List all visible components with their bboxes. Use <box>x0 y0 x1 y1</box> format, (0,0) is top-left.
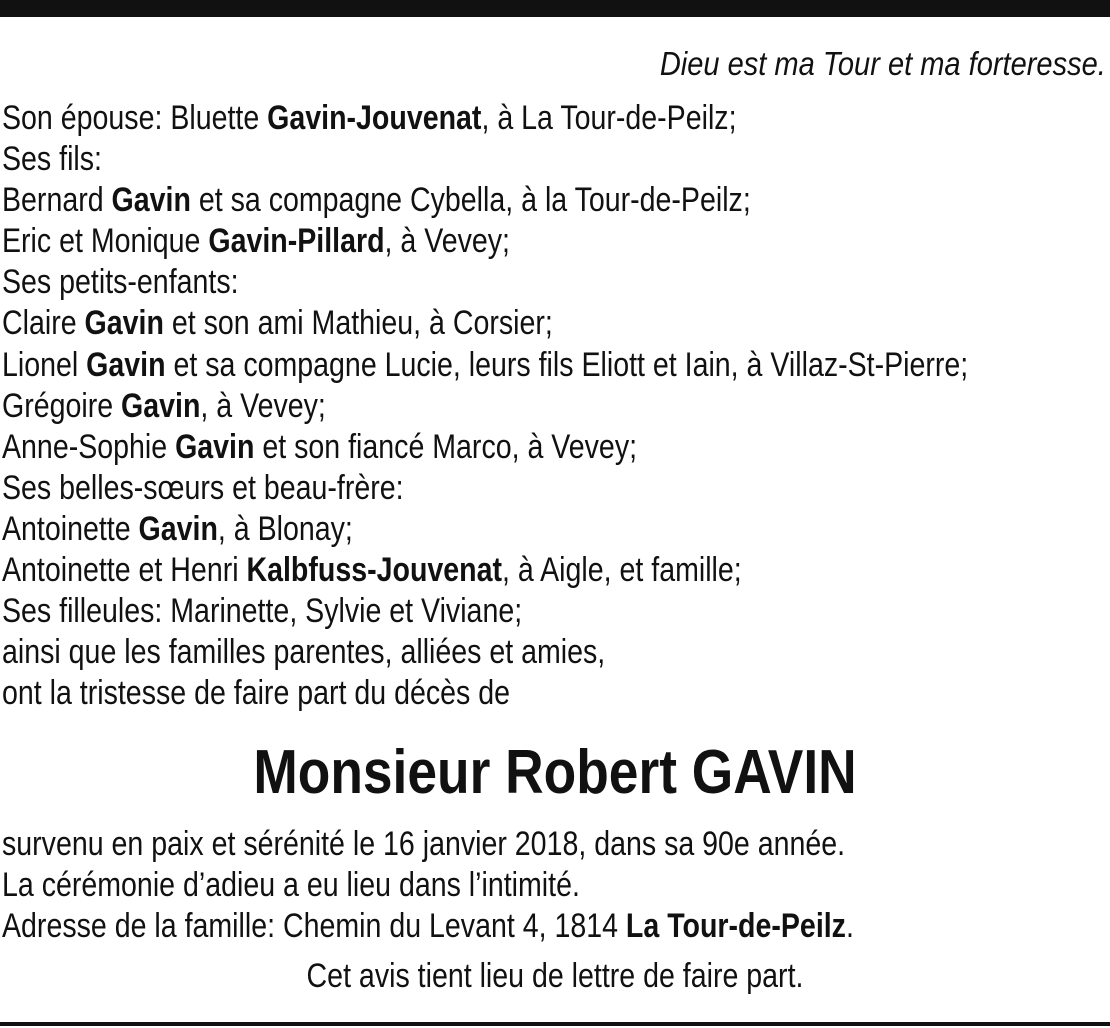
surname: Gavin-Jouvenat <box>267 99 482 137</box>
family-line-relatives: ainsi que les familles parentes, alliées et amies, <box>2 633 606 672</box>
family-line-son: Eric et Monique Gavin-Pillard, à Vevey; <box>2 222 510 261</box>
surname: Gavin <box>111 181 191 220</box>
family-line-grandchild: Grégoire Gavin, à Vevey; <box>2 386 326 425</box>
family-line-grandchild: Claire Gavin et son ami Mathieu, à Corsier; <box>2 304 553 343</box>
family-line-grandchild: Anne-Sophie Gavin et son fiancé Marco, à Vevey; <box>2 427 638 466</box>
details-block <box>2 824 1110 947</box>
family-line-son: Bernard Gavin et sa compagne Cybella, à la Tour-de-Peilz; <box>2 181 751 220</box>
family-address-line: Adresse de la famille: Chemin du Levant 4, 1814 La Tour-de-Peilz. <box>2 907 854 946</box>
family-line-grandchild: Lionel Gavin et sa compagne Lucie, leurs fils Eliott et Iain, à Villaz-St-Pierre; <box>2 345 969 384</box>
ceremony-line: La cérémonie d’adieu a eu lieu dans l’intimité. <box>2 866 580 905</box>
surname: Gavin <box>121 386 201 425</box>
family-line-goddaughters: Ses filleules: Marinette, Sylvie et Viviane; <box>2 592 523 631</box>
notice-footer-note: Cet avis tient lieu de lettre de faire part. <box>306 957 804 995</box>
town-name: La Tour-de-Peilz <box>625 907 846 946</box>
family-line-spouse: Son épouse: Bluette Gavin-Jouvenat, à La Tour-de-Peilz; <box>2 99 737 137</box>
surname: Gavin <box>138 509 218 548</box>
surname: Gavin <box>86 345 166 384</box>
epigraph: Dieu est ma Tour et ma forteresse. <box>659 45 1106 82</box>
family-line-in-law: Antoinette et Henri Kalbfuss-Jouvenat, à Aigle, et famille; <box>2 551 742 590</box>
deceased-name: Monsieur Robert GAVIN <box>253 738 857 807</box>
family-list <box>2 98 1110 714</box>
top-border-rule <box>0 0 1110 17</box>
death-details-line: survenu en paix et sérénité le 16 janvier 2018, dans sa 90e année. <box>2 825 846 863</box>
surname: Gavin-Pillard <box>208 222 385 261</box>
surname: Gavin <box>175 427 255 466</box>
surname: Gavin <box>84 304 164 343</box>
surname: Kalbfuss-Jouvenat <box>246 551 503 590</box>
family-heading-sons: Ses fils: <box>2 140 102 179</box>
bottom-border-rule <box>0 1022 1110 1026</box>
announcement-line: ont la tristesse de faire part du décès de <box>2 674 511 713</box>
family-heading-in-laws: Ses belles-sœurs et beau-frère: <box>2 468 404 507</box>
family-line-in-law: Antoinette Gavin, à Blonay; <box>2 509 353 548</box>
family-heading-grandchildren: Ses petits-enfants: <box>2 263 239 302</box>
